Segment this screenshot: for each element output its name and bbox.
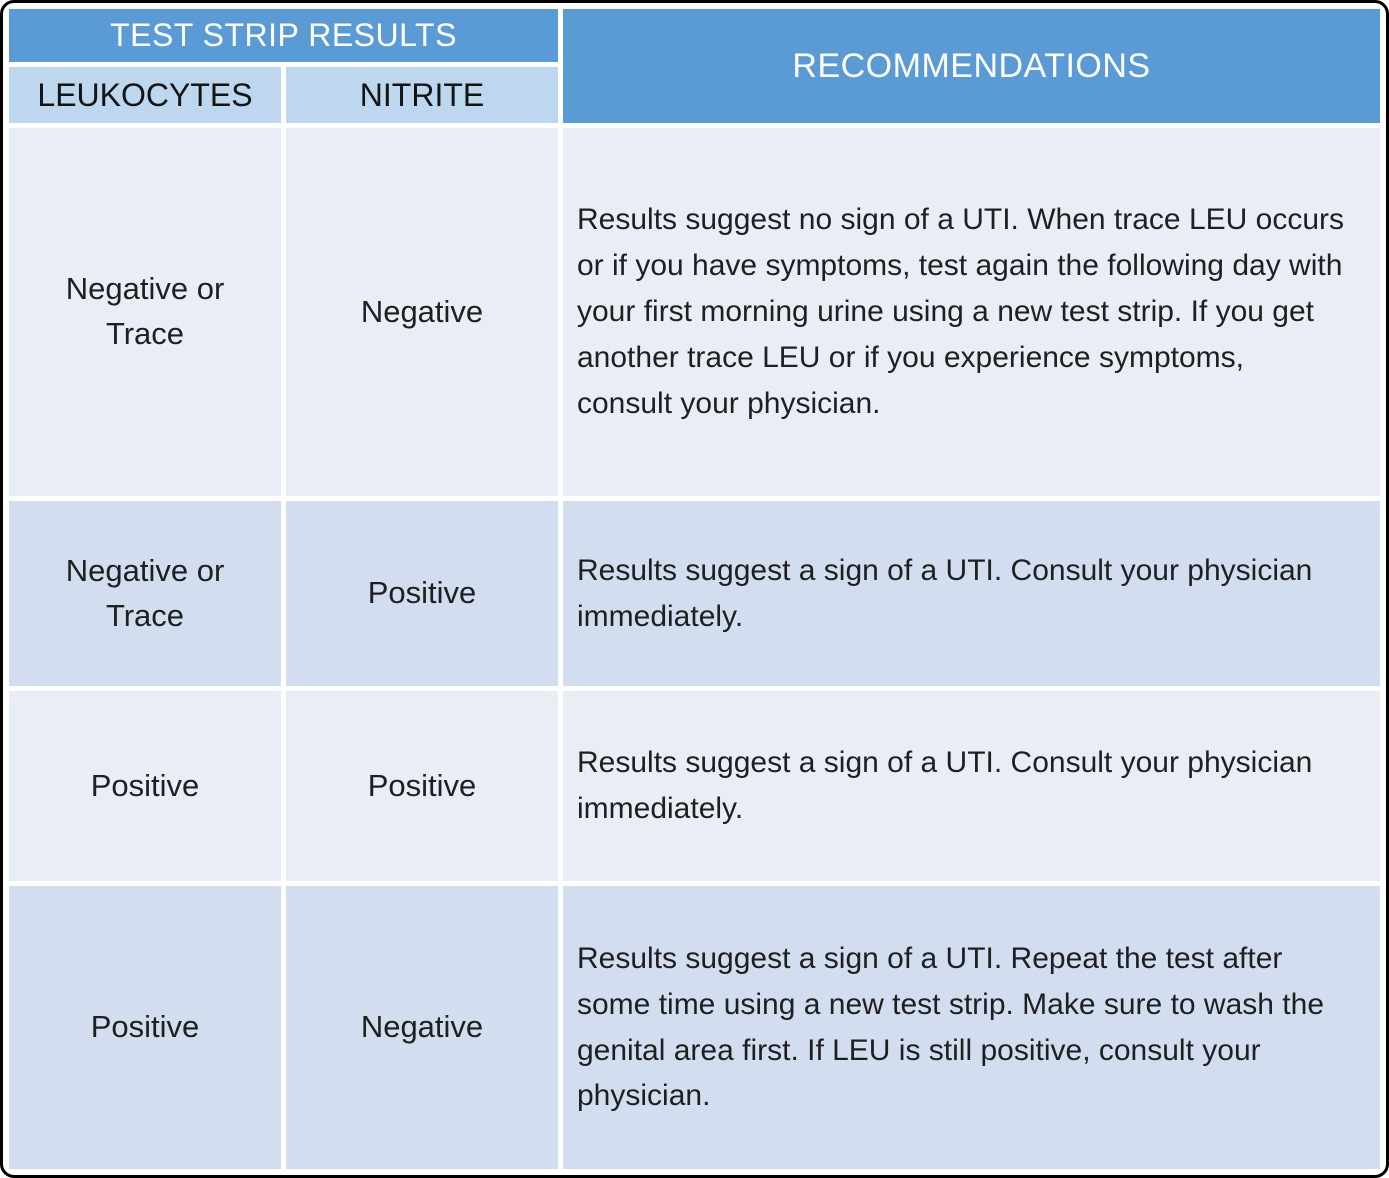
recommendations-header: RECOMMENDATIONS: [563, 9, 1380, 123]
recommendation-text: Results suggest no sign of a UTI. When trace LEU occurs or if you have symptoms, test again the following day with your first morning urine using a new test strip. If you get another trace LEU or if you experience symptoms, consult your physician.: [577, 203, 1345, 420]
recommendation-text: Results suggest a sign of a UTI. Consult your physician immediately.: [577, 553, 1313, 633]
leukocytes-value-cell: Negative or Trace: [9, 501, 281, 686]
test-strip-results-header: TEST STRIP RESULTS: [9, 9, 558, 62]
recommendation-text: Results suggest a sign of a UTI. Consult your physician immediately.: [577, 746, 1313, 825]
nitrite-value-cell: Negative: [286, 128, 558, 496]
uti-results-table: [9, 9, 1380, 1169]
nitrite-value-cell: Positive: [286, 501, 558, 686]
leukocytes-column-header: LEUKOCYTES: [9, 67, 281, 123]
recommendation-cell: [563, 691, 1380, 881]
leukocytes-value-cell: Positive: [9, 691, 281, 881]
recommendation-cell: [563, 501, 1380, 686]
nitrite-column-header: NITRITE: [286, 67, 558, 123]
nitrite-value-cell: Negative: [286, 886, 558, 1169]
recommendation-text: Results suggest a sign of a UTI. Repeat the test after some time using a new test strip. Make sure to wash the genital area first. If LEU is still positive, consult your physician.: [577, 941, 1324, 1113]
leukocytes-value-cell: Positive: [9, 886, 281, 1169]
nitrite-value-cell: Positive: [286, 691, 558, 881]
recommendation-cell: [563, 128, 1380, 496]
recommendation-cell: [563, 886, 1380, 1169]
leukocytes-value-cell: Negative or Trace: [9, 128, 281, 496]
